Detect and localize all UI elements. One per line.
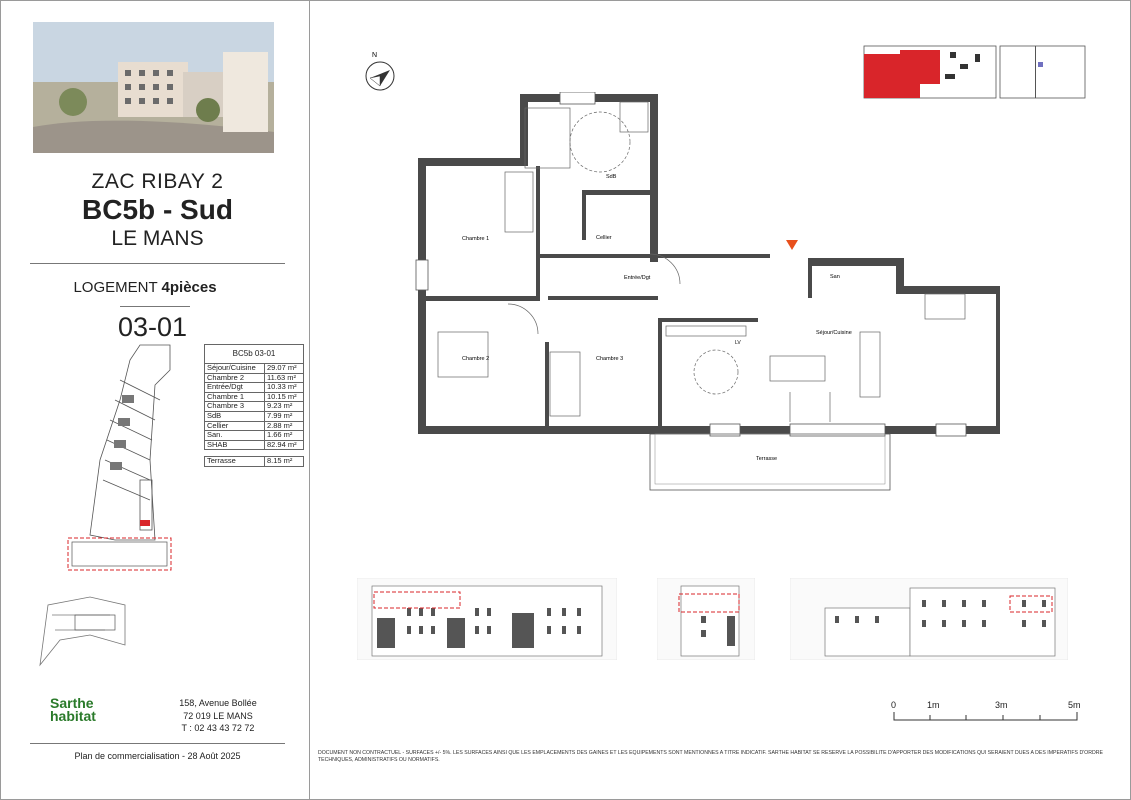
table-row (205, 440, 304, 450)
address-line1: 158, Avenue Bollée (179, 698, 257, 708)
scale-label-5m: 5m (1068, 700, 1081, 710)
surface-table (204, 344, 304, 467)
logo-line1: Sarthe (50, 695, 94, 711)
row-value: 10.15 m² (265, 392, 304, 402)
row-value: 9.23 m² (265, 402, 304, 412)
logo-line2: habitat (50, 708, 96, 724)
room-label-chambre3: Chambre 3 (596, 356, 624, 362)
situation-plan (60, 340, 185, 575)
row-label: Chambre 1 (205, 392, 265, 402)
row-value: 82.94 m² (265, 440, 304, 450)
logement-type: 4pièces (161, 279, 217, 296)
scale-label-1m: 1m (927, 700, 940, 710)
table-row (205, 383, 304, 393)
table-row (205, 411, 304, 421)
room-label-san: San (830, 274, 840, 280)
room-label-sejour: Séjour/Cuisine (816, 330, 852, 336)
compass-label: N (372, 52, 378, 59)
divider (30, 743, 285, 744)
divider (120, 306, 190, 307)
floor-plan (410, 92, 1000, 492)
location-map (30, 585, 130, 670)
phone-number: T : 02 43 43 72 72 (181, 723, 255, 733)
row-label: Séjour/Cuisine (205, 364, 265, 374)
row-label: San. (205, 431, 265, 441)
lot-number: 03-01 (118, 312, 188, 342)
address-line2: 72 019 LE MANS (183, 710, 253, 721)
room-label-chambre1: Chambre 1 (462, 236, 490, 242)
project-name: ZAC RIBAY 2 (91, 170, 224, 193)
sarthe-habitat-logo (50, 697, 96, 723)
row-label: SdB (205, 411, 265, 421)
row-value: 8.15 m² (265, 457, 304, 467)
row-label: Chambre 3 (205, 402, 265, 412)
logement-label: LOGEMENT (73, 279, 158, 296)
scale-bar (893, 712, 1083, 722)
row-label: Chambre 2 (205, 373, 265, 383)
room-label-chambre2: Chambre 2 (462, 356, 490, 362)
building-name: BC5b - Sud (82, 194, 233, 225)
row-value: 11.63 m² (265, 373, 304, 383)
row-value: 1.66 m² (265, 431, 304, 441)
room-label-sdb: SdB (606, 174, 617, 180)
row-value: 2.88 m² (265, 421, 304, 431)
row-label: Entrée/Dgt (205, 383, 265, 393)
room-label-cellier: Cellier (596, 235, 612, 241)
city-name: LE MANS (111, 227, 204, 250)
plan-date: Plan de commercialisation - 28 Août 2025 (74, 751, 241, 761)
divider (30, 263, 285, 264)
table-row (205, 364, 304, 374)
surface-table-title: BC5b 03-01 (205, 345, 304, 364)
logement-heading (30, 279, 260, 296)
row-label: Terrasse (205, 457, 265, 467)
row-value: 10.33 m² (265, 383, 304, 393)
scale-label-0: 0 (891, 700, 897, 710)
row-value: 7.99 m² (265, 411, 304, 421)
table-row (205, 431, 304, 441)
entry-marker-icon (786, 240, 798, 250)
room-label-lv: LV (735, 340, 741, 346)
elevation-west (357, 578, 617, 660)
room-label-entree: Entrée/Dgt (624, 275, 651, 281)
row-label: SHAB (205, 440, 265, 450)
row-value: 29.07 m² (265, 364, 304, 374)
table-row (205, 457, 304, 467)
company-address (168, 697, 268, 735)
room-label-terrasse: Terrasse (756, 456, 778, 462)
elevation-north (657, 578, 755, 660)
disclaimer-text: DOCUMENT NON CONTRACTUEL - SURFACES +/- 5%. LES SURFACES AINSI QUE LES EMPLACEMENTS DES GAINES ET LES EQUIPEMENTS SONT MENTIONNES A TITRE INDICATIF. SARTHE HABITAT SE RESERVE LA POSSIBILITE D'APPORTER DES MODIFICATIONS QUI SERAIENT DUES A DES IMPERATIFS D'ORDRE TECHNIQUES, ADMINISTRATIFS OU NORMATIFS. (318, 750, 1103, 763)
north-compass-icon (362, 48, 398, 94)
row-label: Cellier (205, 421, 265, 431)
elevation-east (790, 578, 1068, 660)
scale-label-3m: 3m (995, 700, 1008, 710)
building-rendering (33, 22, 274, 153)
